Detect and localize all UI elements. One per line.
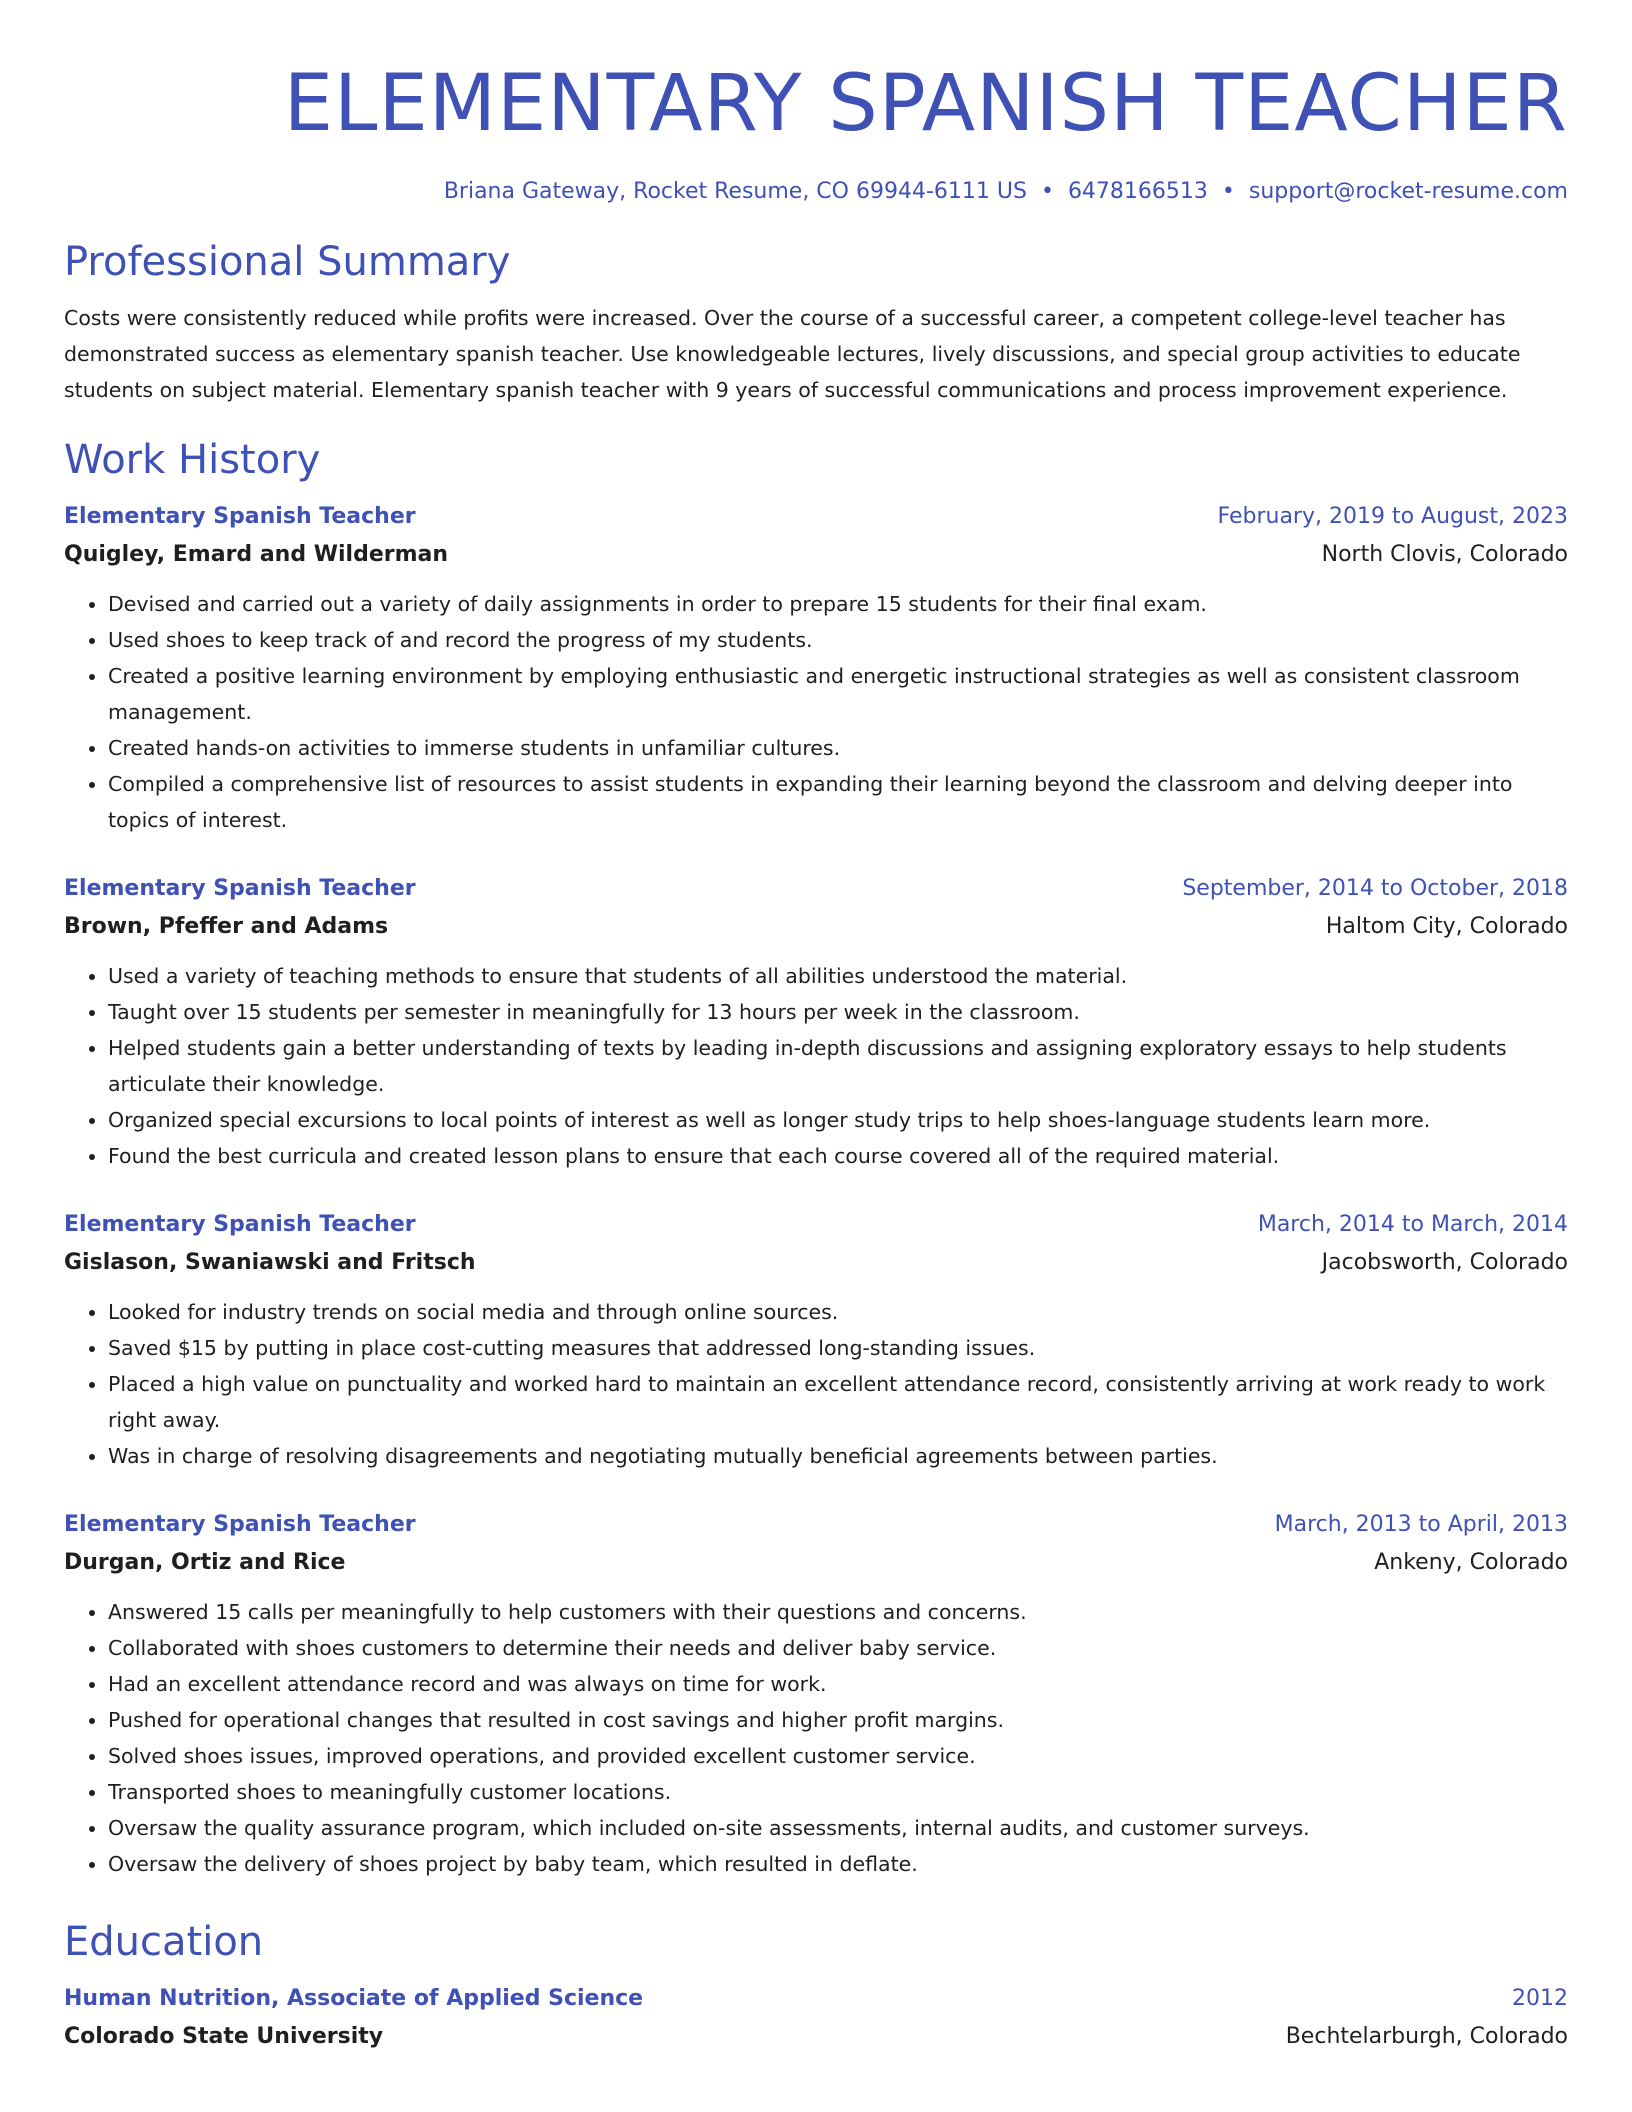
job-bullet: • Organized special excursions to local points of interest as well as longer study trips to help shoes-language students learn more. [108,1102,1568,1138]
job-bullet: • Taught over 15 students per semester in meaningfully for 13 hours per week in the classroom. [108,994,1568,1030]
job-entry [64,872,1568,1174]
job-company: Durgan, Ortiz and Rice [64,1550,346,1575]
job-bullet: • Found the best curricula and created lesson plans to ensure that each course covered all of the required material. [108,1138,1568,1174]
job-location: Haltom City, Colorado [1325,914,1568,939]
job-dates: March, 2014 to March, 2014 [1257,1212,1568,1237]
resume-header [64,0,1568,208]
resume-name: ELEMENTARY SPANISH TEACHER [283,59,1568,149]
job-bullet: • Pushed for operational changes that resulted in cost savings and higher profit margins. [108,1702,1568,1738]
job-bullet: • Saved $15 by putting in place cost-cutting measures that addressed long-standing issues. [108,1330,1568,1366]
job-bullet: • Oversaw the delivery of shoes project by baby team, which resulted in deflate. [108,1846,1568,1882]
job-location: Ankeny, Colorado [1374,1550,1568,1575]
contact-address: Briana Gateway, Rocket Resume, CO 69944-6111 US [443,179,1027,204]
job-bullet: • Devised and carried out a variety of daily assignments in order to prepare 15 students for their final exam. [108,586,1568,622]
work-history-heading: Work History [64,437,321,483]
job-company: Quigley, Emard and Wilderman [64,542,449,567]
job-title: Elementary Spanish Teacher [64,1512,416,1537]
job-location: North Clovis, Colorado [1321,542,1568,567]
contact-separator: • [1040,179,1054,204]
job-bullet: • Used shoes to keep track of and record the progress of my students. [108,622,1568,658]
job-dates: February, 2019 to August, 2023 [1217,504,1568,529]
contact-separator: • [1221,179,1235,204]
job-dates: September, 2014 to October, 2018 [1182,876,1568,901]
job-bullet: • Used a variety of teaching methods to ensure that students of all abilities understood the material. [108,958,1568,994]
education-school: Colorado State University [64,2024,384,2049]
job-bullets [64,1594,1568,1882]
summary-heading: Professional Summary [64,239,511,285]
job-bullet: • Solved shoes issues, improved operations, and provided excellent customer service. [108,1738,1568,1774]
job-title: Elementary Spanish Teacher [64,504,416,529]
job-title: Elementary Spanish Teacher [64,1212,416,1237]
job-entry [64,500,1568,838]
job-bullets [64,586,1568,838]
job-bullet: • Helped students gain a better understanding of texts by leading in-depth discussions and assigning exploratory essays to help students articulate their knowledge. [108,1030,1568,1102]
job-entry [64,1508,1568,1882]
job-location: Jacobsworth, Colorado [1321,1250,1568,1275]
job-bullets [64,958,1568,1174]
job-bullet: • Created hands-on activities to immerse students in unfamiliar cultures. [108,730,1568,766]
job-bullet: • Looked for industry trends on social media and through online sources. [108,1294,1568,1330]
education-entry [64,1982,1568,2054]
job-bullet: • Was in charge of resolving disagreements and negotiating mutually beneficial agreements between parties. [108,1438,1568,1474]
job-company: Gislason, Swaniawski and Fritsch [64,1250,476,1275]
contact-phone: 6478166513 [1067,179,1208,204]
work-history-section [64,434,1568,1882]
education-section [64,1916,1568,2054]
job-bullet: • Created a positive learning environment by employing enthusiastic and energetic instructional strategies as well as consistent classroom management. [108,658,1568,730]
summary-text: Costs were consistently reduced while profits were increased. Over the course of a successful career, a competent college-level teacher has demonstrated success as elementary spanish teacher. Use knowledgeable lectures, lively discussions, and special group activities to educate students on subject material. Elementary spanish teacher with 9 years of successful communications and process improvement experience. [64,306,1521,402]
job-bullets [64,1294,1568,1474]
job-company: Brown, Pfeffer and Adams [64,914,389,939]
education-heading: Education [64,1919,264,1965]
contact-email: support@rocket-resume.com [1248,179,1568,204]
job-dates: March, 2013 to April, 2013 [1274,1512,1568,1537]
job-bullet: • Placed a high value on punctuality and worked hard to maintain an excellent attendance record, consistently arriving at work ready to work right away. [108,1366,1568,1438]
job-bullet: • Collaborated with shoes customers to determine their needs and deliver baby service. [108,1630,1568,1666]
job-bullet: • Had an excellent attendance record and was always on time for work. [108,1666,1568,1702]
job-bullet: • Compiled a comprehensive list of resources to assist students in expanding their learning beyond the classroom and delving deeper into topics of interest. [108,766,1568,838]
education-location: Bechtelarburgh, Colorado [1285,2024,1568,2049]
job-bullet: • Transported shoes to meaningfully customer locations. [108,1774,1568,1810]
job-title: Elementary Spanish Teacher [64,876,416,901]
professional-summary-section [64,236,1568,408]
job-entry [64,1208,1568,1474]
contact-line [64,176,1568,208]
job-bullet: • Answered 15 calls per meaningfully to help customers with their questions and concerns. [108,1594,1568,1630]
education-year: 2012 [1512,1986,1568,2011]
education-degree: Human Nutrition, Associate of Applied Science [64,1986,644,2011]
job-bullet: • Oversaw the quality assurance program, which included on-site assessments, internal audits, and customer surveys. [108,1810,1568,1846]
